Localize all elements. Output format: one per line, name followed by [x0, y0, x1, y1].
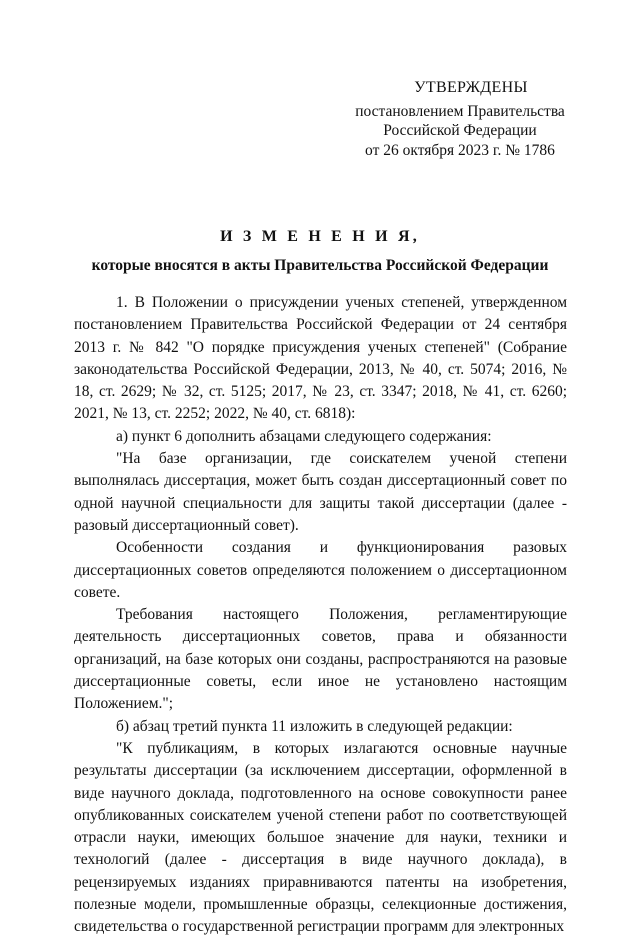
paragraph-4: Особенности создания и функционирования разовых диссертационных советов определяются положением о диссертационном совете. [74, 539, 567, 601]
document-heading [0, 227, 640, 276]
document-title: И З М Е Н Е Н И Я, [220, 228, 420, 245]
approval-stamp [300, 78, 620, 160]
document-body [74, 292, 567, 939]
paragraph-6: б) абзац третий пункта 11 изложить в следующей редакции: [116, 717, 513, 735]
paragraph-2: а) пункт 6 дополнить абзацами следующего содержания: [116, 427, 492, 445]
approval-line-decree: постановлением Правительства [355, 102, 565, 120]
document-subtitle: которые вносятся в акты Правительства Российской Федерации [91, 257, 549, 274]
paragraph-3: "На базе организации, где соискателем ученой степени выполнялась диссертация, может быть создан диссертационный совет по одной научной специальности для защиты такой диссертации (далее - разовый диссертационный совет). [74, 450, 567, 534]
approval-line-date: от 26 октября 2023 г. № 1786 [365, 141, 555, 159]
approval-line-government: Российской Федерации [383, 122, 537, 139]
paragraph-1: 1. В Положении о присуждении ученых степеней, утвержденном постановлением Правительства Российской Федерации от 24 сентября 2013 г. № 842 "О порядке присуждения ученых степеней" (Собрание законодательства Российской Федерации, 2013, № 40, ст. 5074; 2016, № 18, ст. 2629; № 32, ст. 5125; 2017, № 23, ст. 3347; 2018, № 41, ст. 6260; 2021, № 13, ст. 2252; 2022, № 40, ст. 6818): [74, 294, 567, 423]
paragraph-5: Требования настоящего Положения, регламентирующие деятельность диссертационных советов, права и обязанности организаций, на базе которых они созданы, распространяются на разовые диссертационные советы, если иное не установлено настоящим Положением."; [74, 606, 567, 713]
approval-title: УТВЕРЖДЕНЫ [414, 79, 528, 96]
paragraph-7: "К публикациям, в которых излагаются основные научные результаты диссертации (за исключением диссертации, оформленной в виде научного доклада, подготовленного на основе совокупности ранее опубликованных соискателем ученой степени работ по соответствующей отрасли науки, имеющих большое значение для науки, техники и технологий (далее - диссертация в виде научного доклада), в рецензируемых изданиях приравниваются патенты на изобретения, полезные модели, промышленные образцы, селекционные достижения, свидетельства о государственной регистрации программ для электронных [74, 739, 567, 936]
